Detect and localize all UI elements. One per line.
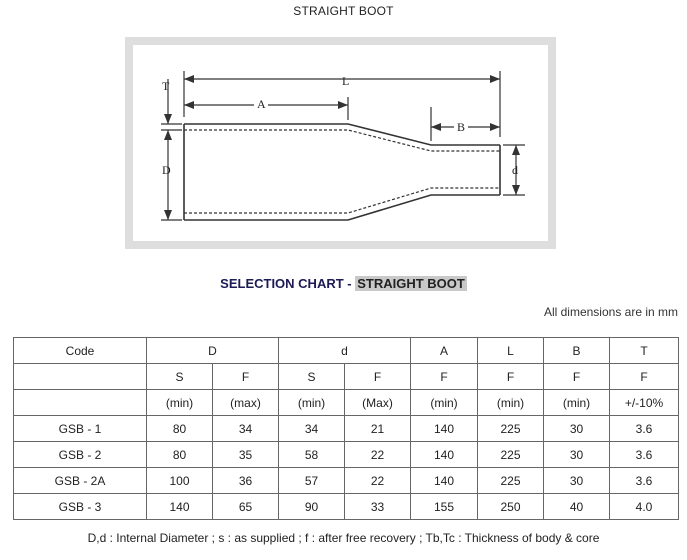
table-cell: 30 [544, 468, 610, 494]
footer-legend: D,d : Internal Diameter ; s : as supplied ; f : after free recovery ; Tb,Tc : Thickness of body & core [87, 531, 600, 545]
table-cell: 3.6 [610, 442, 679, 468]
T-down-arrowhead [164, 114, 172, 124]
selection-chart-table [13, 337, 679, 520]
unit-cell: (max) [213, 390, 279, 416]
subheader-cell: F [345, 364, 411, 390]
subheader-cell: S [279, 364, 345, 390]
table-cell: 225 [478, 468, 544, 494]
table-header-row [14, 338, 679, 364]
T-label: T [162, 79, 170, 93]
table-cell: 80 [147, 442, 213, 468]
boot-top-inner-line [184, 130, 500, 151]
table-cell: 34 [213, 416, 279, 442]
table-cell: 3.6 [610, 416, 679, 442]
table-cell: 100 [147, 468, 213, 494]
D-label: D [162, 163, 171, 177]
unit-cell [14, 390, 147, 416]
table-cell: 140 [411, 468, 478, 494]
L-label: L [342, 74, 350, 88]
subheader-cell [14, 364, 147, 390]
table-cell: 65 [213, 494, 279, 520]
d-label: d [512, 163, 518, 177]
dimensions-note: All dimensions are in mm [543, 305, 678, 319]
table-cell: 35 [213, 442, 279, 468]
table-cell: 21 [345, 416, 411, 442]
header-cell: d [279, 338, 411, 364]
subheader-cell: F [610, 364, 679, 390]
header-cell: A [411, 338, 478, 364]
A-label: A [257, 97, 266, 111]
table-cell: 80 [147, 416, 213, 442]
d-down-arrowhead [512, 185, 520, 195]
table-unit-row [14, 390, 679, 416]
B-left-arrowhead [431, 123, 441, 131]
boot-bottom-outer-line [184, 195, 500, 220]
code-cell: GSB - 3 [14, 494, 147, 520]
table-cell: 140 [411, 442, 478, 468]
subheader-cell: F [544, 364, 610, 390]
table-cell: 30 [544, 442, 610, 468]
boot-bottom-inner-line [184, 188, 500, 213]
B-label: B [457, 120, 466, 134]
L-right-arrowhead [490, 75, 500, 83]
table-cell: 36 [213, 468, 279, 494]
table-cell: 34 [279, 416, 345, 442]
header-cell: T [610, 338, 679, 364]
boot-diagram-frame [125, 37, 556, 249]
subheader-cell: S [147, 364, 213, 390]
table-cell: 155 [411, 494, 478, 520]
subheader-cell: F [411, 364, 478, 390]
unit-cell: (min) [147, 390, 213, 416]
A-left-arrowhead [184, 101, 194, 109]
d-up-arrowhead [512, 145, 520, 155]
table-cell: 4.0 [610, 494, 679, 520]
unit-cell: (Max) [345, 390, 411, 416]
table-cell: 225 [478, 442, 544, 468]
table-cell: 22 [345, 442, 411, 468]
unit-cell: (min) [478, 390, 544, 416]
code-cell: GSB - 1 [14, 416, 147, 442]
table-subheader-row [14, 364, 679, 390]
selection-chart-highlight: STRAIGHT BOOT [357, 276, 465, 291]
table-cell: 22 [345, 468, 411, 494]
table-cell: 58 [279, 442, 345, 468]
unit-cell: (min) [544, 390, 610, 416]
table-row [14, 494, 679, 520]
table-cell: 225 [478, 416, 544, 442]
header-cell: Code [14, 338, 147, 364]
subheader-cell: F [478, 364, 544, 390]
code-cell: GSB - 2A [14, 468, 147, 494]
selection-chart-prefix: SELECTION CHART - [220, 276, 356, 291]
table-cell: 90 [279, 494, 345, 520]
table-cell: 250 [478, 494, 544, 520]
table-row [14, 416, 679, 442]
unit-cell: (min) [411, 390, 478, 416]
boot-diagram [133, 45, 548, 241]
table-row [14, 468, 679, 494]
code-cell: GSB - 2 [14, 442, 147, 468]
unit-cell: (min) [279, 390, 345, 416]
table-cell: 140 [147, 494, 213, 520]
D-down-arrowhead [164, 210, 172, 220]
page-title: STRAIGHT BOOT [293, 4, 394, 18]
header-cell: L [478, 338, 544, 364]
selection-chart-title [0, 276, 687, 291]
header-cell: D [147, 338, 279, 364]
table-cell: 140 [411, 416, 478, 442]
table-cell: 33 [345, 494, 411, 520]
D-up-arrowhead [164, 130, 172, 140]
B-right-arrowhead [490, 123, 500, 131]
subheader-cell: F [213, 364, 279, 390]
header-cell: B [544, 338, 610, 364]
unit-cell: +/-10% [610, 390, 679, 416]
L-left-arrowhead [184, 75, 194, 83]
table-cell: 3.6 [610, 468, 679, 494]
table-cell: 57 [279, 468, 345, 494]
table-cell: 40 [544, 494, 610, 520]
table-row [14, 442, 679, 468]
A-right-arrowhead [338, 101, 348, 109]
table-cell: 30 [544, 416, 610, 442]
